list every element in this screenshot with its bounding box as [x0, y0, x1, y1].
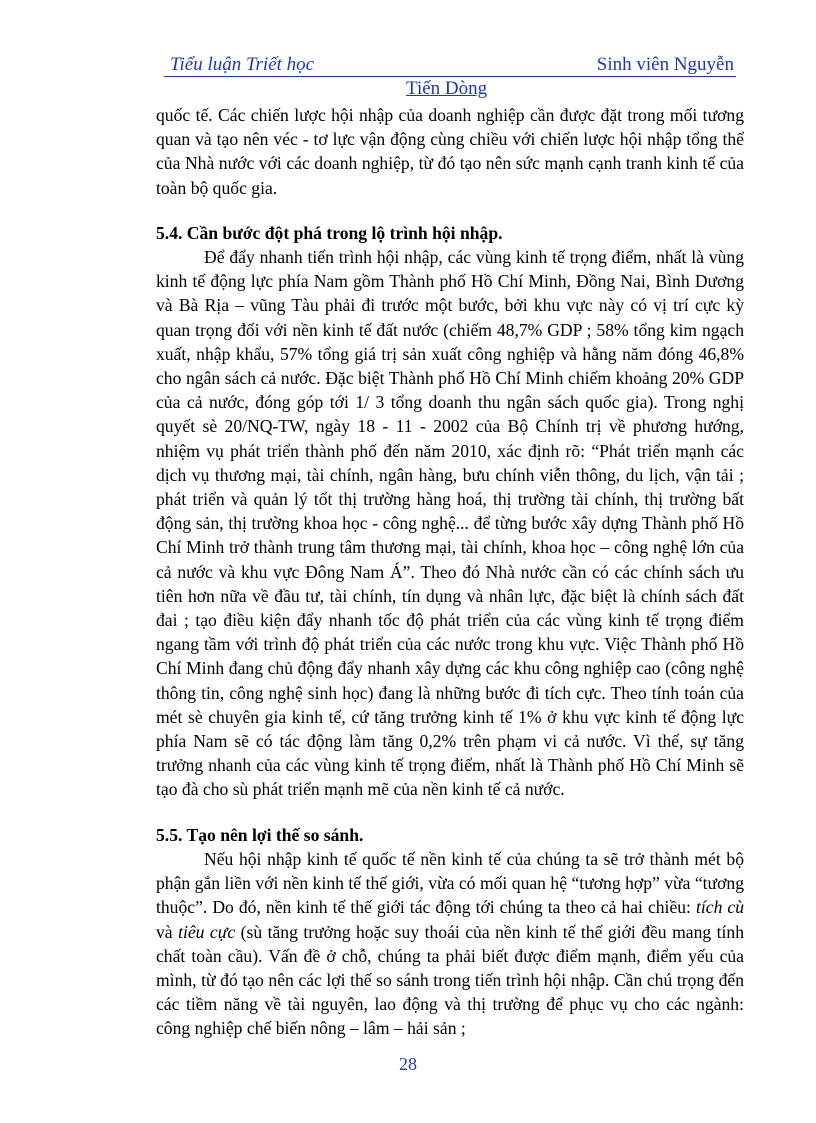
header-title: Tiểu luận Triết học: [170, 54, 315, 75]
page-number: 28: [399, 1054, 417, 1074]
paragraph-text: (sù tăng trưởng hoặc suy thoái của nền kinh tế thế giới đều mang tính chất toàn cầu). Vấn đề ở chỗ, chúng ta phải biết được điểm mạnh, điểm yếu của mình, từ đó tạo nên các lợi thế so sánh trong tiến trình hội nhập. Cần chú trọng đến các tiềm năng về tài nguyên, lao động và thị trường để phục vụ cho các ngành: công nghiệp chế biến nông – lâm – hải sản ;: [156, 921, 744, 1039]
section-5-5-paragraph: [156, 847, 744, 1041]
intro-paragraph: quốc tế. Các chiến lược hội nhập của doanh nghiệp cần được đặt trong mối tương quan và tạo nên véc - tơ lực vận động cùng chiều với chiến lược hội nhập tổng thể của Nhà nước với các doanh nghiệp, từ đó tạo nên sức mạnh cạnh tranh kinh tế của toàn bộ quốc gia.: [156, 105, 744, 198]
emphasis-negative: tiêu cực: [178, 921, 236, 942]
header-rule: [164, 76, 736, 77]
section-heading-5-5: 5.5. Tạo nên lợi thế so sánh.: [156, 824, 364, 845]
header-author: Sinh viên Nguyễn: [596, 54, 734, 75]
section-heading-5-4: 5.4. Cần bước đột phá trong lộ trình hội nhập.: [156, 222, 503, 243]
header-author-line2: Tiến Dòng: [406, 78, 488, 99]
document-body: [156, 103, 744, 1041]
section-5-4-paragraph: Để đẩy nhanh tiến trình hội nhập, các vùng kinh tế trọng điểm, nhất là vùng kinh tế động lực phía Nam gồm Thành phố Hồ Chí Minh, Đồng Nai, Bình Dương và Bà Rịa – vũng Tàu phải đi trước một bước, bởi khu vực này có vị trí cực kỳ quan trọng đối với nền kinh tế đất nước (chiếm 48,7% GDP ; 58% tổng kim ngạch xuất, nhập khẩu, 57% tổng giá trị sản xuất công nghiệp và hằng năm đóng 46,8% cho ngân sách cả nước. Đặc biệt Thành phố Hồ Chí Minh chiếm khoảng 20% GDP của cả nước, đóng góp tới 1/ 3 tổng doanh thu ngân sách quốc gia). Trong nghị quyết sè 20/NQ-TW, ngày 18 - 11 - 2002 của Bộ Chính trị về phương hướng, nhiệm vụ phát triển thành phố đến năm 2010, xác định rõ: “Phát triển mạnh các dịch vụ thương mại, tài chính, ngân hàng, bưu chính viễn thông, du lịch, vận tải ; phát triển và quản lý tốt thị trường hàng hoá, thị trường tài chính, thị trường bất động sản, thị trường khoa học - công nghệ... để từng bước xây dựng Thành phố Hồ Chí Minh trở thành trung tâm thương mại, tài chính, khoa học – công nghệ lớn của cả nước và khu vực Đông Nam Á”. Theo đó Nhà nước cần có các chính sách ưu tiên hơn nữa về đầu tư, tài chính, tín dụng và nhân lực, đặc biệt là chính sách đất đai ; tạo điều kiện đẩy nhanh tốc độ phát triển của các vùng kinh tế trọng điểm ngang tầm với trình độ phát triển của các nước trong khu vực. Việc Thành phố Hồ Chí Minh đang chủ động đẩy nhanh xây dựng các khu công nghiệp cao (công nghệ thông tin, công nghệ sinh học) đang là những bước đi tích cực. Theo tính toán của mét sè chuyên gia kinh tế, cứ tăng trưởng kinh tế 1% ở khu vực kinh tế động lực phía Nam sẽ có tác động làm tăng 0,2% trên phạm vi cả nước. Vì thế, sự tăng trưởng nhanh của các vùng kinh tế trọng điểm, nhất là Thành phố Hồ Chí Minh sẽ tạo đà cho sù phát triển mạnh mẽ của nền kinh tế cả nước.: [156, 247, 744, 800]
emphasis-positive: tích cù: [695, 897, 745, 918]
page-header: [160, 52, 736, 102]
paragraph-text: Nếu hội nhập kinh tế quốc tế nền kinh tế của chúng ta sẽ trở thành mét bộ phận gắn liền với nền kinh tế thế giới, vừa có mối quan hệ “tương hợp” vừa “tương thuộc”. Do đó, nền kinh tế thế giới tác động tới chúng ta theo cả hai chiều:: [156, 848, 744, 918]
paragraph-text: và: [156, 921, 179, 942]
